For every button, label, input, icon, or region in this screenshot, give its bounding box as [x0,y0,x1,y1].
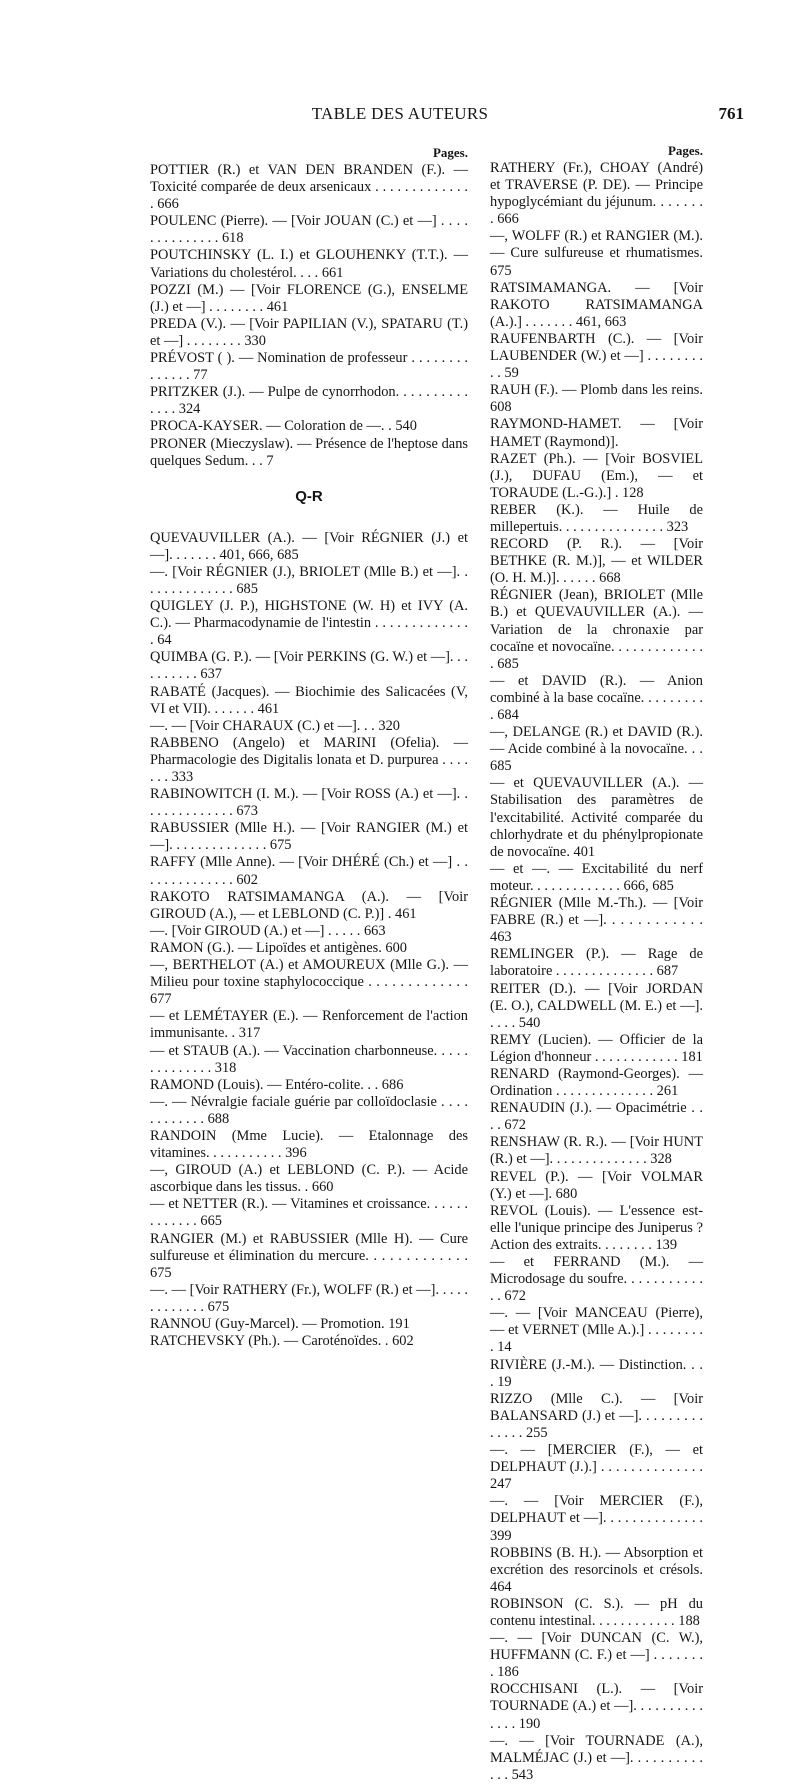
index-entry: — et LEMÉTAYER (E.). — Renforcement de l'action immunisante. . 317 [150,1008,468,1042]
index-entry: RÉGNIER (Jean), BRIOLET (Mlle B.) et QUEVAUVILLER (A.). — Variation de la chronaxie par cocaïne et novocaïne. . . . . . . . . . . . . . 685 [490,587,703,672]
index-entry: RABATÉ (Jacques). — Biochimie des Salicacées (V, VI et VII). . . . . . . 461 [150,683,468,717]
index-entry: ROBBINS (B. H.). — Absorption et excrétion des resorcinols et crésols. 464 [490,1544,703,1595]
index-entry: RANGIER (M.) et RABUSSIER (Mlle H). — Cure sulfureuse et élimination du mercure. . . . . . . . . . . . . 675 [150,1230,468,1281]
index-entry: POTTIER (R.) et VAN DEN BRANDEN (F.). — Toxicité comparée de deux arsenicaux . . . . . . . . . . . . . . 666 [150,162,468,213]
index-entry: REVOL (Louis). — L'essence est-elle l'unique principe des Juniperus ? Action des extraits. . . . . . . . 139 [490,1202,703,1253]
index-entry: RAZET (Ph.). — [Voir BOSVIEL (J.), DUFAU (Em.), — et TORAUDE (L.-G.).] . 128 [490,450,703,501]
index-entry: —. — [Voir DUNCAN (C. W.), HUFFMANN (C. F.) et —] . . . . . . . . 186 [490,1630,703,1681]
index-entry: RANDOIN (Mme Lucie). — Etalonnage des vitamines. . . . . . . . . . . 396 [150,1127,468,1162]
index-entry: REVEL (P.). — [Voir VOLMAR (Y.) et —]. 680 [490,1168,703,1202]
index-entry: — et DAVID (R.). — Anion combiné à la base cocaïne. . . . . . . . . . 684 [490,672,703,723]
index-entry: — et —. — Excitabilité du nerf moteur. . . . . . . . . . . . . 666, 685 [490,860,703,894]
index-entry: RANNOU (Guy-Marcel). — Promotion. 191 [150,1316,410,1332]
index-entry: POUTCHINSKY (L. I.) et GLOUHENKY (T.T.). — Variations du cholestérol. . . . 661 [150,247,468,281]
index-entry: RATSIMAMANGA. — [Voir RAKOTO RATSIMAMANGA (A.).] . . . . . . . 461, 663 [490,279,703,330]
index-entry: RAYMOND-HAMET. — [Voir HAMET (Raymond)]. [490,416,703,450]
index-entry: —. — Névralgie faciale guérie par colloïdoclasie . . . . . . . . . . . . 688 [150,1093,468,1127]
entry-list [490,160,703,1784]
index-entry: —. — [Voir MANCEAU (Pierre), — et VERNET (Mlle A.).] . . . . . . . . . 14 [490,1305,703,1356]
index-entry: REMY (Lucien). — Officier de la Légion d'honneur . . . . . . . . . . . . 181 [490,1031,703,1065]
index-entry: PRONER (Mieczyslaw). — Présence de l'heptose dans quelques Sedum. . . 7 [150,435,468,469]
index-entry: PREDA (V.). — [Voir PAPILIAN (V.), SPATARU (T.) et —] . . . . . . . . 330 [150,315,468,349]
index-entry: RAUH (F.). — Plomb dans les reins. 608 [490,382,703,416]
index-entry: ROCCHISANI (L.). — [Voir TOURNADE (A.) et —]. . . . . . . . . . . . . . 190 [490,1681,703,1732]
index-entry: RENAUDIN (J.). — Opacimétrie . . . . 672 [490,1100,703,1134]
index-entry: RAUFENBARTH (C.). — [Voir LAUBENDER (W.) et —] . . . . . . . . . . 59 [490,330,703,382]
index-entry: RENSHAW (R. R.). — [Voir HUNT (R.) et —]. . . . . . . . . . . . . . 328 [490,1134,703,1168]
index-entry: RATCHEVSKY (Ph.). — Caroténoïdes. . 602 [150,1333,414,1350]
index-entry: RIVIÈRE (J.-M.). — Distinction. . . . 19 [490,1356,703,1390]
index-entry: — et QUEVAUVILLER (A.). — Stabilisation des paramètres de l'excitabilité. Activité comparée du chlorhydrate et du phénylpropionate de novocaïne. 401 [490,775,703,860]
index-entry: —, BERTHELOT (A.) et AMOUREUX (Mlle G.). — Milieu pour toxine staphylococcique . . . . . . . . . . . . . 677 [150,957,468,1008]
index-entry: RATHERY (Fr.), CHOAY (André) et TRAVERSE (P. DE). — Principe hypoglycémiant du jéjunum. . . . . . . . 666 [490,160,703,228]
index-entry: PRÉVOST ( ). — Nomination de professeur . . . . . . . . . . . . . . 77 [150,350,468,384]
pages-column-label: Pages. [432,145,468,160]
index-entry: —. — [Voir RATHERY (Fr.), WOLFF (R.) et —]. . . . . . . . . . . . . 675 [150,1281,468,1315]
index-entry: REMLINGER (P.). — Rage de laboratoire . . . . . . . . . . . . . . 687 [490,946,703,980]
pages-column-label: Pages. [667,143,703,158]
index-entry: — et FERRAND (M.). — Microdosage du soufre. . . . . . . . . . . . . 672 [490,1254,703,1305]
index-entry: QUIMBA (G. P.). — [Voir PERKINS (G. W.) et —]. . . . . . . . . . 637 [150,649,468,683]
index-entry: RECORD (P. R.). — [Voir BETHKE (R. M.)], — et WILDER (O. H. M.)]. . . . . . 668 [490,536,703,587]
index-entry: —, DELANGE (R.) et DAVID (R.). — Acide combiné à la novocaïne. . . 685 [490,724,703,775]
index-entry: —. [Voir RÉGNIER (J.), BRIOLET (Mlle B.) et —]. . . . . . . . . . . . . . 685 [150,563,468,597]
index-entry: REBER (K.). — Huile de millepertuis. . . . . . . . . . . . . . . 323 [490,501,703,535]
index-entry: QUEVAUVILLER (A.). — [Voir RÉGNIER (J.) et —]. . . . . . . 401, 666, 685 [150,529,468,563]
index-entry: PROCA-KAYSER. — Coloration de —. . 540 [150,418,417,435]
index-entry: —. — [MERCIER (F.), — et DELPHAUT (J.).] . . . . . . . . . . . . . . 247 [490,1442,703,1493]
index-entry: —. — [Voir MERCIER (F.), DELPHAUT et —]. . . . . . . . . . . . . . 399 [490,1493,703,1544]
index-entry: —. [Voir GIROUD (A.) et —] . . . . . 663 [150,922,386,939]
index-entry: PRITZKER (J.). — Pulpe de cynorrhodon. . . . . . . . . . . . . . 324 [150,384,468,418]
index-entry: RABUSSIER (Mlle H.). — [Voir RANGIER (M.) et —]. . . . . . . . . . . . . . 675 [150,820,468,854]
index-entry: RAFFY (Mlle Anne). — [Voir DHÉRÉ (Ch.) et —] . . . . . . . . . . . . . . 602 [150,854,468,888]
index-entry: RAMON (G.). — Lipoïdes et antigènes. 600 [150,939,407,956]
entry-list [150,162,468,1350]
index-entry: —. — [Voir CHARAUX (C.) et —]. . . 320 [150,717,400,734]
index-entry: RIZZO (Mlle C.). — [Voir BALANSARD (J.) et —]. . . . . . . . . . . . . . 255 [490,1390,703,1441]
index-entry: RABINOWITCH (I. M.). — [Voir ROSS (A.) et —]. . . . . . . . . . . . . . 673 [150,786,468,820]
index-entry: RAMOND (Louis). — Entéro-colite. . . 686 [150,1076,404,1093]
index-entry: POZZI (M.) — [Voir FLORENCE (G.), ENSELME (J.) et —] . . . . . . . . 461 [150,281,468,315]
index-entry: POULENC (Pierre). — [Voir JOUAN (C.) et —] . . . . . . . . . . . . . . 618 [150,213,468,247]
index-entry: — et STAUB (A.). — Vaccination charbonneuse. . . . . . . . . . . . . . 318 [150,1042,468,1076]
index-entry: RENARD (Raymond-Georges). — Ordination . . . . . . . . . . . . . . 261 [490,1065,703,1100]
index-entry: —. — [Voir TOURNADE (A.), MALMÉJAC (J.) et —]. . . . . . . . . . . . . 543 [490,1732,703,1783]
running-title: TABLE DES AUTEURS [311,104,489,123]
index-entry: ROBINSON (C. S.). — pH du contenu intestinal. . . . . . . . . . . . 188 [490,1595,703,1629]
page-number: 761 [718,104,744,123]
index-entry: —, WOLFF (R.) et RANGIER (M.). — Cure sulfureuse et rhumatismes. 675 [490,228,703,279]
index-entry: REITER (D.). — [Voir JORDAN (E. O.), CALDWELL (M. E.) et —]. . . . . 540 [490,980,703,1031]
index-entry: RAKOTO RATSIMAMANGA (A.). — [Voir GIROUD (A.), — et LEBLOND (C. P.)] . 461 [150,888,468,922]
index-entry: QUIGLEY (J. P.), HIGHSTONE (W. H) et IVY (A. C.). — Pharmacodynamie de l'intestin . . . . . . . . . . . . . . 64 [150,598,468,649]
index-entry: —, GIROUD (A.) et LEBLOND (C. P.). — Acide ascorbique dans les tissus. . 660 [150,1162,468,1196]
index-entry: RÉGNIER (Mlle M.-Th.). — [Voir FABRE (R.) et —]. . . . . . . . . . . . 463 [490,895,703,946]
section-heading: Q-R [295,487,323,505]
index-entry: RABBENO (Angelo) et MARINI (Ofelia). — Pharmacologie des Digitalis lonata et D. purpurea . . . . . . . 333 [150,734,468,785]
index-entry: — et NETTER (R.). — Vitamines et croissance. . . . . . . . . . . . . 665 [150,1196,468,1230]
